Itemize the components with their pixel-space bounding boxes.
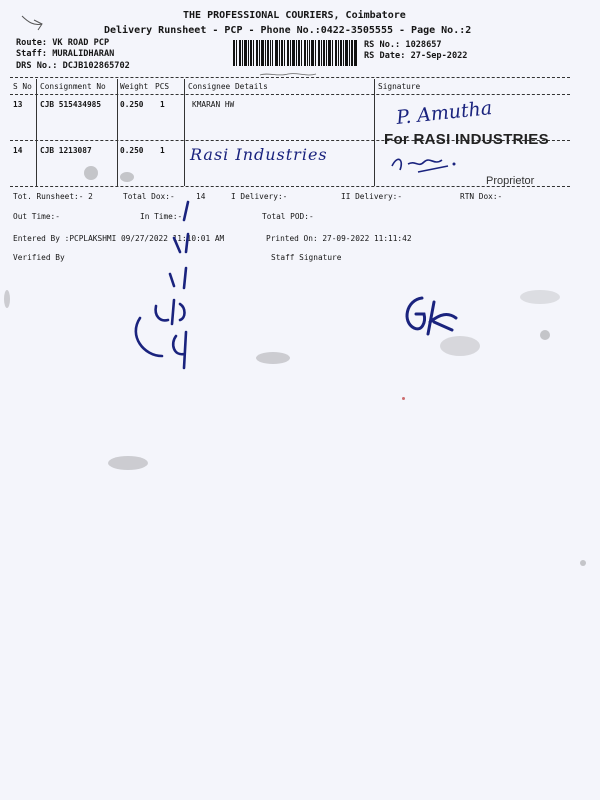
rtn-dox: RTN Dox:- xyxy=(460,192,503,201)
row-weight: 0.250 xyxy=(120,100,144,109)
i-delivery: I Delivery:- xyxy=(231,192,288,201)
in-time: In Time:- xyxy=(140,212,183,221)
column-divider xyxy=(36,79,37,186)
table-top-rule xyxy=(10,77,570,78)
total-dox-value: 14 xyxy=(196,192,206,201)
staff-label: Staff: MURALIDHARAN xyxy=(16,49,115,59)
total-runsheet: Tot. Runsheet:- 2 xyxy=(13,192,93,201)
row-consignee: KMARAN HW xyxy=(192,100,235,109)
scan-smudge xyxy=(4,290,10,308)
total-pod: Total POD:- xyxy=(262,212,314,221)
svg-text:Rasi Industries: Rasi Industries xyxy=(190,145,328,164)
row-sno: 13 xyxy=(13,100,23,109)
row-pcs: 1 xyxy=(160,146,165,155)
header-consignee: Consignee Details xyxy=(188,82,268,91)
column-divider xyxy=(184,79,185,186)
rs-number: RS No.: 1028657 xyxy=(364,40,442,50)
out-time: Out Time:- xyxy=(13,212,60,221)
handwritten-initials xyxy=(400,292,470,342)
column-divider xyxy=(374,79,375,186)
company-stamp: For RASI INDUSTRIES xyxy=(384,131,549,148)
column-divider xyxy=(117,79,118,186)
row-weight: 0.250 xyxy=(120,146,144,155)
row-sno: 14 xyxy=(13,146,23,155)
header-signature: Signature xyxy=(378,82,421,91)
stamp-role: Proprietor xyxy=(486,175,535,187)
route-label: Route: VK ROAD PCP xyxy=(16,38,110,48)
printed-on: Printed On: 27-09-2022 11:11:42 xyxy=(266,234,412,243)
corner-mark xyxy=(20,12,50,34)
barcode xyxy=(233,40,357,66)
entered-by: Entered By :PCPLAKSHMI 09/27/2022 11:10:01 AM xyxy=(13,234,225,243)
total-dox-label: Total Dox:- xyxy=(123,192,175,201)
header-sno: S No xyxy=(13,82,32,91)
scan-smudge xyxy=(580,560,586,566)
scan-smudge xyxy=(540,330,550,340)
svg-text:P. Amutha: P. Amutha xyxy=(395,97,494,130)
barcode-scribble xyxy=(258,70,318,80)
drs-number: DRS No.: DCJB102865702 xyxy=(16,61,130,71)
ii-delivery: II Delivery:- xyxy=(341,192,403,201)
rs-date: RS Date: 27-Sep-2022 xyxy=(364,51,468,61)
consignee-handwriting xyxy=(188,138,368,170)
header-pcs: PCS xyxy=(155,82,170,91)
company-title: THE PROFESSIONAL COURIERS, Coimbatore xyxy=(183,10,406,21)
header-consignment: Consignment No xyxy=(40,82,106,91)
handwritten-tally xyxy=(126,196,226,376)
row-consignment: CJB 515434985 xyxy=(40,100,102,109)
scan-smudge xyxy=(120,172,134,182)
row-consignment: CJB 1213087 xyxy=(40,146,92,155)
signature-handwriting xyxy=(394,92,554,132)
staff-signature-label: Staff Signature xyxy=(271,253,342,262)
scan-smudge xyxy=(520,290,560,304)
runsheet-subtitle: Delivery Runsheet - PCP - Phone No.:0422-3505555 - Page No.:2 xyxy=(104,25,472,36)
stamp-signature xyxy=(388,146,488,178)
scan-smudge xyxy=(256,352,290,364)
verified-by: Verified By xyxy=(13,253,65,262)
scan-smudge xyxy=(402,397,405,400)
scan-smudge xyxy=(440,336,480,356)
scan-smudge xyxy=(84,166,98,180)
header-weight: Weight xyxy=(120,82,149,91)
row-pcs: 1 xyxy=(160,100,165,109)
scan-smudge xyxy=(108,456,148,470)
